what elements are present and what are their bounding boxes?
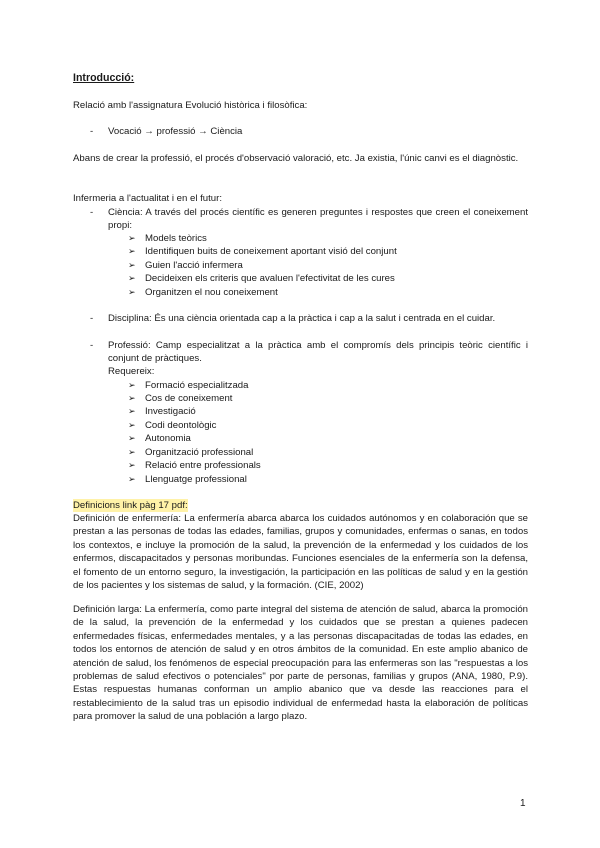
arrow-bullet-icon: ➢ bbox=[128, 273, 136, 283]
professio-item: Formació especialitzada bbox=[145, 380, 249, 391]
ciencia-item: Guien l'acció infermera bbox=[145, 260, 243, 271]
section-title: Introducció: bbox=[73, 72, 135, 84]
professio-item: Organització professional bbox=[145, 447, 254, 458]
relation-text: Relació amb l'assignatura Evolució històrica i filosòfica: bbox=[73, 100, 308, 111]
page-number: 1 bbox=[520, 798, 526, 809]
bullet-dash: - bbox=[90, 340, 94, 351]
requereix-label: Requereix: bbox=[108, 366, 155, 377]
ciencia-item: Decideixen els criteris que avaluen l'efectivitat de les cures bbox=[145, 273, 395, 284]
arrow-bullet-icon: ➢ bbox=[128, 380, 136, 390]
disciplina-text: Disciplina: És una ciència orientada cap a la pràctica i cap a la salut i centrada en el cuidar. bbox=[108, 313, 496, 324]
arrow-bullet-icon: ➢ bbox=[128, 287, 136, 297]
professio-item: Llenguatge professional bbox=[145, 474, 247, 485]
arrow-bullet-icon: ➢ bbox=[128, 246, 136, 256]
ciencia-text: Ciència: A través del procés científic es generen preguntes i respostes que creen el coneixement propi: bbox=[108, 207, 528, 232]
definicion-larga: Definición larga: La enfermería, como parte integral del sistema de atención de salud, abarca la promoción de la salud, la prevención de la enfermedad y los cuidados que se prestan a quienes padecen enfermedades físicas, enfermedades mentales, y a las personas discapacitadas de todas las edades, en todos los entornos de atención de salud y en otros ámbitos de la comunidad. En este amplio abanico de atención de salud, los fenómenos de especial preocupación para las enfermeras son las "respuestas a los problemas de salud efectivos o potenciales" por parte de personas, familias y grupos (ANA, 1980, P.9). Estas respuestas humanas conforman un amplio abanico que va desde las reacciones para el restablecimiento de la salud tras un episodio individual de enfermedad hasta la elaboración de políticas para promover la salud de una población a largo plazo. bbox=[73, 604, 528, 723]
arrow-bullet-icon: ➢ bbox=[128, 433, 136, 443]
professio-item: Investigació bbox=[145, 406, 196, 417]
arrow-bullet-icon: ➢ bbox=[128, 406, 136, 416]
bullet-dash: - bbox=[90, 126, 94, 137]
professio-item: Relació entre professionals bbox=[145, 460, 261, 471]
definicions-link: Definicions link pàg 17 pdf: bbox=[73, 500, 188, 511]
ciencia-item: Organitzen el nou coneixement bbox=[145, 287, 278, 298]
before-paragraph: Abans de crear la professió, el procés d'observació valoració, etc. Ja existia, l'únic canvi es el diagnòstic. bbox=[73, 153, 519, 164]
arrow-bullet-icon: ➢ bbox=[128, 393, 136, 403]
professio-text: Professió: Camp especialitzat a la pràctica amb el compromís dels principis teòric científic i conjunt de pràctiques. bbox=[108, 340, 528, 365]
arrow-bullet-icon: ➢ bbox=[128, 233, 136, 243]
professio-item: Codi deontològic bbox=[145, 420, 217, 431]
professio-item: Cos de coneixement bbox=[145, 393, 233, 404]
definicion-enfermeria: Definición de enfermería: La enfermería abarca abarca los cuidados autónomos y en colaboración que se prestan a las personas de todas las edades, familias, grupos y comunidades, enfermas o sanas, en todos los contextos, e incluye la promoción de la salud, la prevención de la enfermedad y los cuidados de los enfermos, discapacitados y personas moribundas. Funciones esenciales de la enfermería son la defensa, el fomento de un entorno seguro, la investigación, la participación en las políticas de salud y en la gestión de los pacientes y los sistemas de salud, y la formación. (CIE, 2002) bbox=[73, 513, 528, 592]
infermeria-heading: Infermeria a l'actualitat i en el futur: bbox=[73, 193, 223, 204]
arrow-bullet-icon: ➢ bbox=[128, 447, 136, 457]
bullet-dash: - bbox=[90, 207, 94, 218]
arrow-bullet-icon: ➢ bbox=[128, 460, 136, 470]
ciencia-item: Identifiquen buits de coneixement aportant visió del conjunt bbox=[145, 246, 397, 257]
ciencia-item: Models teòrics bbox=[145, 233, 207, 244]
arrow-bullet-icon: ➢ bbox=[128, 474, 136, 484]
arrow-bullet-icon: ➢ bbox=[128, 260, 136, 270]
professio-item: Autonomia bbox=[145, 433, 191, 444]
arrow-bullet-icon: ➢ bbox=[128, 420, 136, 430]
relation-item: Vocació → professió → Ciència bbox=[108, 126, 243, 137]
bullet-dash: - bbox=[90, 313, 94, 324]
